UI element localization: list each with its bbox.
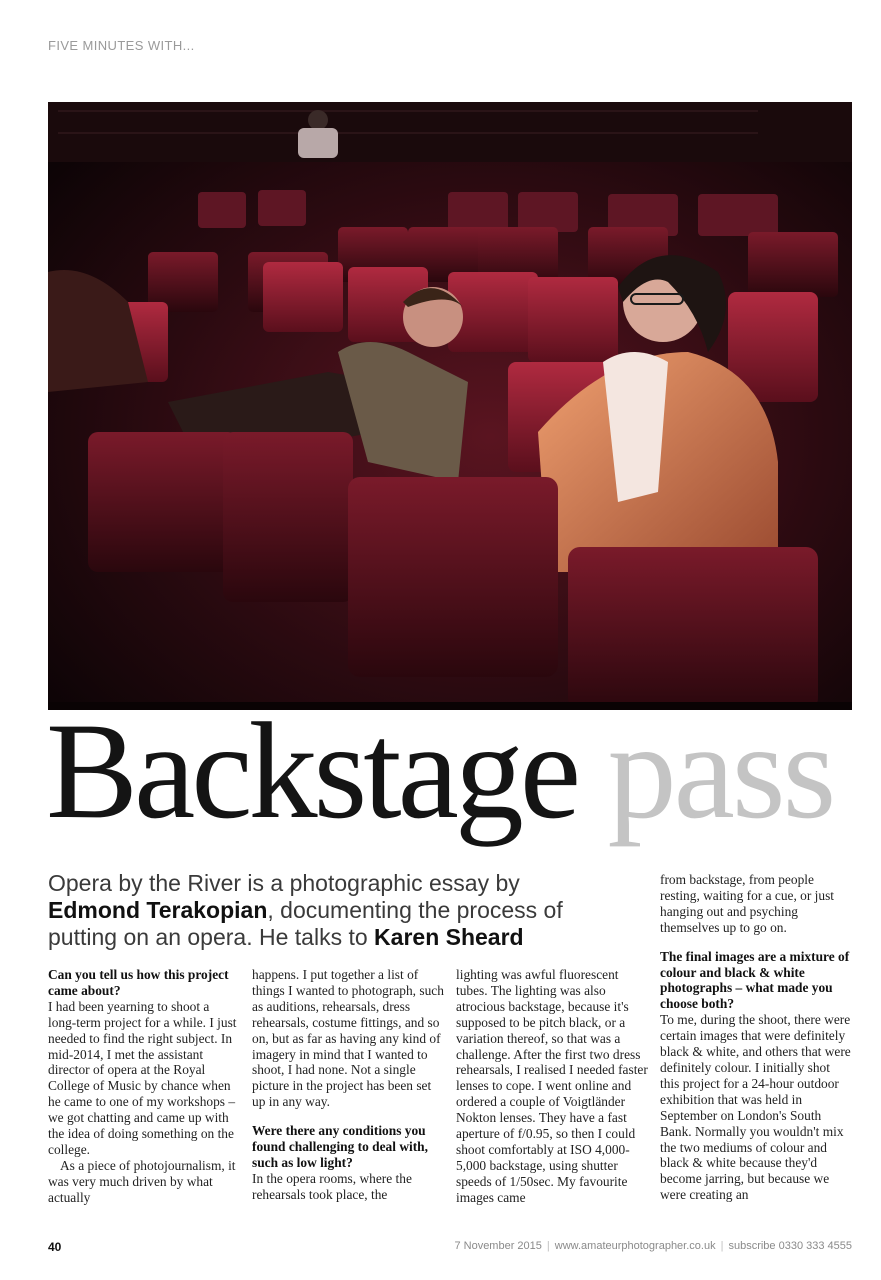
question-1: Can you tell us how this project came about?: [48, 967, 229, 998]
interviewer-name: Karen Sheard: [374, 924, 524, 950]
footer-info: [454, 1240, 852, 1252]
body-column-1: [48, 967, 240, 1206]
headline-dark: Backstage: [46, 694, 578, 847]
standfirst-intro: Opera by the River is a photographic essay by: [48, 870, 520, 896]
standfirst: [48, 870, 608, 951]
answer-3: To me, during the shoot, there were certain images that were definitely black & white, and others that were definitely colour. I initially shot this project for a 24-hour outdoor exhibition that was held in September on London's South Bank. Normally you wouldn't mix the two mediums of colour and black & white because they'd become jarring, but because we were creating an: [660, 1012, 851, 1203]
headline-light: pass: [607, 694, 834, 847]
photographer-name: Edmond Terakopian: [48, 897, 268, 923]
body-column-2: [252, 967, 444, 1203]
answer-2: In the opera rooms, where the rehearsals took place, the: [252, 1170, 412, 1202]
section-label: FIVE MINUTES WITH...: [48, 38, 195, 53]
answer-1-end: happens. I put together a list of things I wanted to photograph, such as auditions, rehearsals, dress rehearsals, costume fittings, and so on, but as far as having any kind of imagery in mind that I wanted to shoot, I had none. Not a single picture in the project has been set up in any way.: [252, 967, 444, 1110]
issue-date: 7 November 2015: [454, 1240, 542, 1252]
answer-2-continued: lighting was awful fluorescent tubes. The lighting was also atrocious backstage, because it's supposed to be pitch black, or a variation thereof, so that was a challenge. After the first two dress rehearsals, I realised I needed faster lenses to cope. I went online and ordered a couple of Voigtländer Nokton lenses. They have a fast aperture of f/0.95, so then I could shoot comfortably at ISO 4,000-5,000 backstage, using shutter speeds of 1/50sec. My favourite images came: [456, 967, 648, 1205]
answer-2-end: from backstage, from people resting, waiting for a cue, or just hanging out and psyching themselves up to go on.: [660, 872, 835, 935]
body-column-3: [456, 967, 648, 1206]
body-column-4: [660, 872, 852, 1203]
subscribe-info: subscribe 0330 333 4555: [728, 1240, 852, 1252]
hero-photo: [48, 102, 852, 710]
footer-separator: |: [720, 1240, 724, 1252]
website-link[interactable]: www.amateurphotographer.co.uk: [554, 1240, 716, 1252]
page-number: 40: [48, 1240, 62, 1254]
answer-1: I had been yearning to shoot a long-term project for a while. I just needed to find the right subject. In mid-2014, I met the assistant director of opera at the Royal College of Music by chance when he came to one of my workshops – we got chatting and came up with the idea of doing something on the college.: [48, 998, 237, 1157]
standfirst-middle: , documenting the process of putting on an opera. He talks to: [48, 897, 563, 950]
question-3: The final images are a mixture of colour and black & white photographs – what made you choose both?: [660, 948, 850, 1012]
answer-1-continued: As a piece of photojournalism, it was very much driven by what actually: [48, 1157, 236, 1205]
photo-opera-audience-seats-icon: [48, 102, 852, 710]
question-2: Were there any conditions you found challenging to deal with, such as low light?: [252, 1123, 428, 1170]
headline: [46, 694, 834, 847]
footer-separator: |: [546, 1240, 550, 1252]
